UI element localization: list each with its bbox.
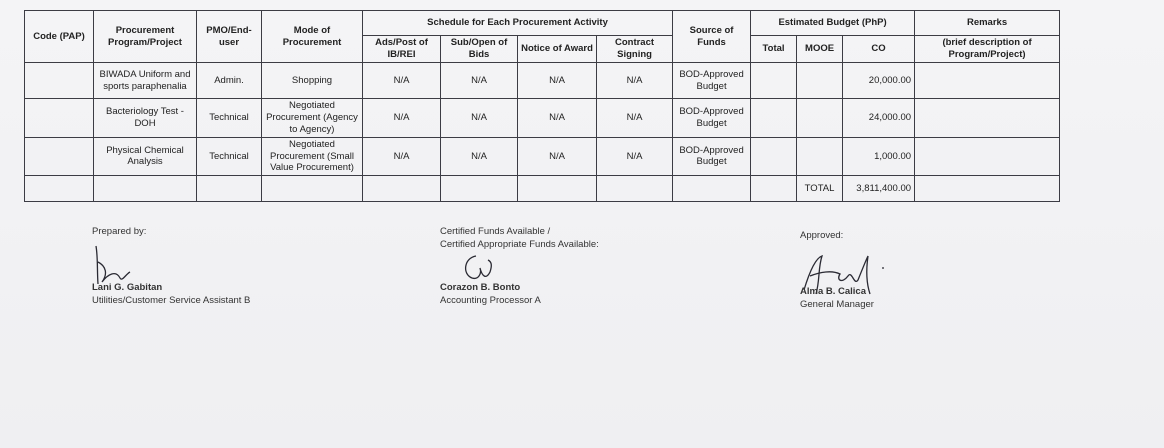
cell-source: BOD-Approved Budget xyxy=(673,63,751,99)
cell-ads: N/A xyxy=(363,63,441,99)
cell-co: 24,000.00 xyxy=(843,99,915,138)
cell-code xyxy=(25,99,94,138)
prepared-by-block xyxy=(92,226,146,239)
header-ads: Ads/Post of IB/REI xyxy=(363,36,441,63)
approved-block xyxy=(800,230,843,243)
cell-total xyxy=(751,63,797,99)
certified-signature-icon xyxy=(458,252,498,286)
cell-mooe xyxy=(797,99,843,138)
certified-label-1: Certified Funds Available / xyxy=(440,226,551,237)
header-remarks-sub: (brief description of Program/Project) xyxy=(915,36,1060,63)
approved-name: Alma B. Calica xyxy=(800,286,866,297)
approved-signatory xyxy=(800,286,874,312)
cell-mooe xyxy=(797,63,843,99)
cell-remarks xyxy=(915,137,1060,176)
cell-notice: N/A xyxy=(518,137,597,176)
cell-contract: N/A xyxy=(597,63,673,99)
cell-remarks xyxy=(915,63,1060,99)
table-row xyxy=(25,137,1060,176)
total-value: 3,811,400.00 xyxy=(843,176,915,202)
certified-block xyxy=(440,226,599,252)
cell-pmo: Admin. xyxy=(197,63,262,99)
header-notice: Notice of Award xyxy=(518,36,597,63)
cell-co: 20,000.00 xyxy=(843,63,915,99)
header-co: CO xyxy=(843,36,915,63)
header-sub-open: Sub/Open of Bids xyxy=(441,36,518,63)
cell-pmo: Technical xyxy=(197,99,262,138)
cell-sub-open: N/A xyxy=(441,63,518,99)
cell-total xyxy=(751,137,797,176)
cell-source: BOD-Approved Budget xyxy=(673,137,751,176)
cell-contract: N/A xyxy=(597,99,673,138)
cell-mooe xyxy=(797,137,843,176)
certified-label-2: Certified Appropriate Funds Available: xyxy=(440,238,599,250)
cell-remarks xyxy=(915,99,1060,138)
table-row xyxy=(25,63,1060,99)
header-pmo: PMO/End-user xyxy=(197,11,262,63)
cell-program: BIWADA Uniform and sports paraphenalia xyxy=(94,63,197,99)
cell-mode: Shopping xyxy=(262,63,363,99)
certified-position: Accounting Processor A xyxy=(440,294,541,306)
prepared-position: Utilities/Customer Service Assistant B xyxy=(92,294,251,306)
header-schedule: Schedule for Each Procurement Activity xyxy=(363,11,673,36)
cell-mode: Negotiated Procurement (Agency to Agency) xyxy=(262,99,363,138)
total-label: TOTAL xyxy=(797,176,843,202)
table-row xyxy=(25,99,1060,138)
header-source: Source of Funds xyxy=(673,11,751,63)
cell-ads: N/A xyxy=(363,137,441,176)
cell-program: Bacteriology Test - DOH xyxy=(94,99,197,138)
prepared-name: Lani G. Gabitan xyxy=(92,282,163,293)
header-code: Code (PAP) xyxy=(25,11,94,63)
header-contract: Contract Signing xyxy=(597,36,673,63)
cell-ads: N/A xyxy=(363,99,441,138)
cell-source: BOD-Approved Budget xyxy=(673,99,751,138)
cell-mode: Negotiated Procurement (Small Value Procurement) xyxy=(262,137,363,176)
cell-program: Physical Chemical Analysis xyxy=(94,137,197,176)
header-mode: Mode of Procurement xyxy=(262,11,363,63)
header-total: Total xyxy=(751,36,797,63)
cell-code xyxy=(25,137,94,176)
procurement-plan-table xyxy=(24,10,1060,202)
cell-contract: N/A xyxy=(597,137,673,176)
certified-name: Corazon B. Bonto xyxy=(440,282,521,293)
header-mooe: MOOE xyxy=(797,36,843,63)
header-program: Procurement Program/Project xyxy=(94,11,197,63)
cell-sub-open: N/A xyxy=(441,99,518,138)
cell-notice: N/A xyxy=(518,99,597,138)
certified-signatory xyxy=(440,282,541,308)
approved-label: Approved: xyxy=(800,230,844,241)
cell-notice: N/A xyxy=(518,63,597,99)
prepared-signatory xyxy=(92,282,250,308)
total-row xyxy=(25,176,1060,202)
cell-sub-open: N/A xyxy=(441,137,518,176)
header-budget: Estimated Budget (PhP) xyxy=(751,11,915,36)
header-remarks: Remarks xyxy=(915,11,1060,36)
prepared-by-label: Prepared by: xyxy=(92,226,147,237)
cell-pmo: Technical xyxy=(197,137,262,176)
cell-co: 1,000.00 xyxy=(843,137,915,176)
cell-code xyxy=(25,63,94,99)
approved-position: General Manager xyxy=(800,298,874,310)
cell-total xyxy=(751,99,797,138)
